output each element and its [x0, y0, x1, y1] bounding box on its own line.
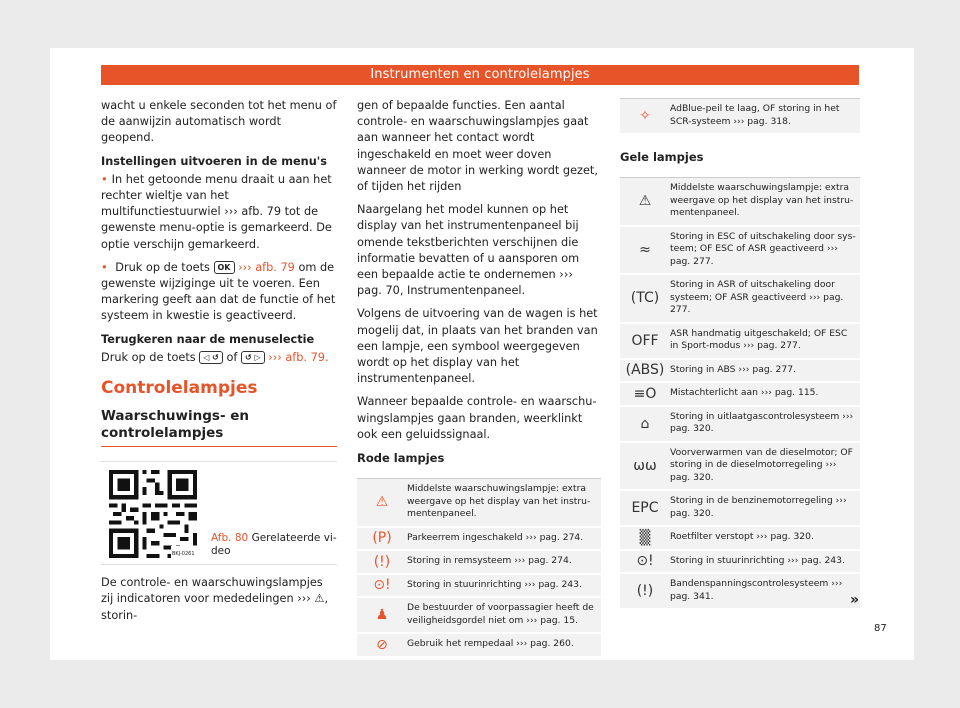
lamp-description: Gebruik het rempedaal ››› pag. 260. [407, 638, 574, 650]
particle-filter-icon: ▒ [639, 529, 651, 546]
subsection-title: Waarschuwings- en controlelampjes [101, 408, 337, 447]
lamp-row [620, 227, 860, 276]
figure-caption [211, 532, 337, 558]
asr-icon: (TC) [630, 290, 660, 307]
warning-triangle-icon: ⚠ [375, 494, 389, 511]
bullet-item [101, 172, 337, 253]
bullet-text: Druk op de toets [115, 260, 210, 274]
lamp-row [357, 634, 601, 658]
lamp-description: AdBlue-peil te laag, OF storing in het SCR-systeem ››› pag. 318. [670, 103, 840, 127]
glow-plug-icon: ωω [633, 457, 657, 474]
warning-triangle-icon: ⚠ [638, 193, 652, 210]
lamp-description: Storing in ASR of uitschakeling door systeem; OF ASR geactiveerd ››› pag. 277. [670, 279, 844, 316]
lamp-description: Middelste waarschuwingslampje: extra weergave op het display van het instrumentenpaneel. [407, 483, 591, 520]
lamp-row [620, 443, 860, 492]
heading-back: Terugkeren naar de menuselectie [101, 332, 315, 346]
section-title: Controlelampjes [101, 378, 258, 399]
column-right [620, 98, 860, 610]
lamp-row [620, 574, 860, 610]
paragraph-text: Druk op de toets [101, 350, 196, 364]
steering-fault-icon: ⊙! [373, 577, 391, 594]
lamp-row [357, 528, 601, 552]
page-header: Instrumenten en controlelampjes [101, 65, 859, 85]
lamp-row [357, 575, 601, 599]
lamp-row [620, 275, 860, 324]
paragraph: gen of bepaalde functies. Een aantal controle- en waarschuwingslampjes gaat aan wanneer het contact wordt ingeschakeld en moet weer doven wanneer de motor in werking wordt gezet, of tijden het rijden [357, 99, 598, 194]
esc-icon: ≈ [639, 241, 651, 258]
lamp-description: Voorverwarmen van de dieselmotor; OF storing in de dieselmotorregeling ››› pag. 320. [670, 446, 853, 483]
bullet-text: In het getoonde menu draait u aan het rechter wieltje van het multifunctiestuurwiel ››› afb. 79 tot de gewenste menu-optie is gemarkeerd. De optie verschijn gemarkeerd. [101, 172, 332, 251]
lamp-description: Storing in uitlaatgascontrolesysteem ››› pag. 320. [670, 410, 854, 435]
steering-fault-icon: ⊙! [636, 553, 654, 570]
lamp-row [620, 324, 860, 360]
figure-80 [101, 461, 337, 565]
lamp-description: Storing in stuurinrichting ››› pag. 243. [407, 578, 582, 590]
paragraph [101, 350, 337, 366]
lamp-description: ASR handmatig uitgeschakeld; OF ESC in Sport-modus ››› pag. 277. [670, 327, 848, 352]
ok-key-icon: OK [214, 261, 235, 274]
lamp-row [620, 491, 860, 527]
lamp-description: Roetfilter verstopt ››› pag. 320. [670, 531, 814, 543]
heading-red-lamps: Rode lampjes [357, 451, 445, 466]
forward-key-icon: ↺ ▷ [241, 351, 265, 364]
back-key-icon: ◁ ↺ [199, 351, 223, 364]
paragraph: Volgens de uitvoering van de wagen is het mogelij dat, in plaats van het branden van een lampje, een symbool weergegeven wordt op het display van het instrumentenpaneel. [357, 307, 598, 386]
lamp-description: Parkeerrem ingeschakeld ››› pag. 274. [407, 531, 584, 543]
bullet-item [101, 260, 337, 325]
paragraph: wacht u enkele seconden tot het menu of de aanwijzin automatisch wordt geopend. [101, 99, 337, 145]
tyre-pressure-icon: (!) [636, 583, 654, 600]
red-lamp-table [357, 478, 601, 658]
adblue-lamp-table [620, 98, 860, 135]
figure-reference[interactable]: ››› afb. 79. [268, 350, 329, 364]
lamp-row [620, 551, 860, 575]
lamp-row [620, 178, 860, 227]
lamp-row [620, 383, 860, 407]
heading-yellow-lamps: Gele lampjes [620, 150, 704, 164]
lamp-row [620, 99, 860, 135]
lamp-row [357, 598, 601, 634]
lamp-description: De bestuurder of voorpassagier heeft de veiligheidsgordel niet om ››› pag. 15. [407, 602, 594, 626]
column-left [101, 98, 337, 631]
paragraph: De controle- en waarschuwingslampjes zij indicatoren voor mededelingen ››› ⚠, storin- [101, 576, 329, 622]
brake-system-icon: (!) [373, 553, 391, 570]
lamp-row [357, 479, 601, 528]
lamp-description: Storing in remsysteem ››› pag. 274. [407, 555, 572, 567]
lamp-description: Storing in de benzinemotorregeling ››› pag. 320. [670, 495, 847, 519]
figure-label: Afb. 80 [211, 532, 249, 545]
lamp-description: Storing in ABS ››› pag. 277. [670, 363, 796, 375]
lamp-description: Bandenspanningscontrolesysteem ››› pag. 341. [670, 578, 843, 602]
paragraph-text: of [226, 350, 238, 364]
lamp-row [620, 527, 860, 551]
epc-icon: EPC [631, 500, 659, 517]
figure-caption-text: Gerelateerde video [211, 532, 337, 558]
lamp-row [357, 551, 601, 575]
lamp-description: Middelste waarschuwingslampje: extra weergave op het display van het instrumentenpaneel. [670, 182, 854, 219]
adblue-icon: ✧ [639, 107, 651, 124]
lamp-row [620, 360, 860, 384]
asr-off-icon: OFF [631, 332, 659, 349]
lamp-description: Mistachterlicht aan ››› pag. 115. [670, 387, 819, 399]
yellow-lamp-table [620, 177, 860, 610]
brake-pedal-icon: ⊘ [376, 636, 388, 653]
heading-settings: Instellingen uitvoeren in de menu's [101, 154, 327, 168]
lamp-description: Storing in stuurinrichting ››› pag. 243. [670, 554, 845, 566]
paragraph: Wanneer bepaalde controle- en waarschuwingslampjes gaan branden, weerklinkt ook een geluidssignaal. [357, 395, 597, 441]
qr-code-icon[interactable] [109, 470, 197, 558]
abs-icon: (ABS) [625, 362, 665, 379]
bullet-text: om de gewenste wijziginge uit te voeren. Een markering geeft aan dat de functie of het systeem in kwestie is geactiveerd. [101, 260, 336, 323]
paragraph: Naargelang het model kunnen op het display van het instrumentenpaneel bij omende tekstberichten verschijnen die informatie bevatten of u aansporen om een bepaalde actie te ondernemen ››› pag. 70, Instrumentenpaneel. [357, 203, 580, 298]
engine-icon: ⌂ [640, 415, 650, 432]
figure-reference[interactable]: ››› afb. 79 [238, 260, 295, 274]
rear-fog-icon: ≡O [633, 385, 657, 402]
lamp-description: Storing in ESC of uitschakeling door systeem; OF ESC of ASR geactiveerd ››› pag. 277. [670, 230, 856, 267]
figure-code: BKJ-0261 [171, 546, 196, 562]
continue-marker: » [850, 592, 860, 608]
lamp-row [620, 407, 860, 443]
seatbelt-icon: ♟ [375, 607, 389, 624]
page-number: 87 [874, 623, 887, 634]
parking-brake-icon: (P) [372, 530, 392, 547]
column-middle [357, 98, 601, 658]
